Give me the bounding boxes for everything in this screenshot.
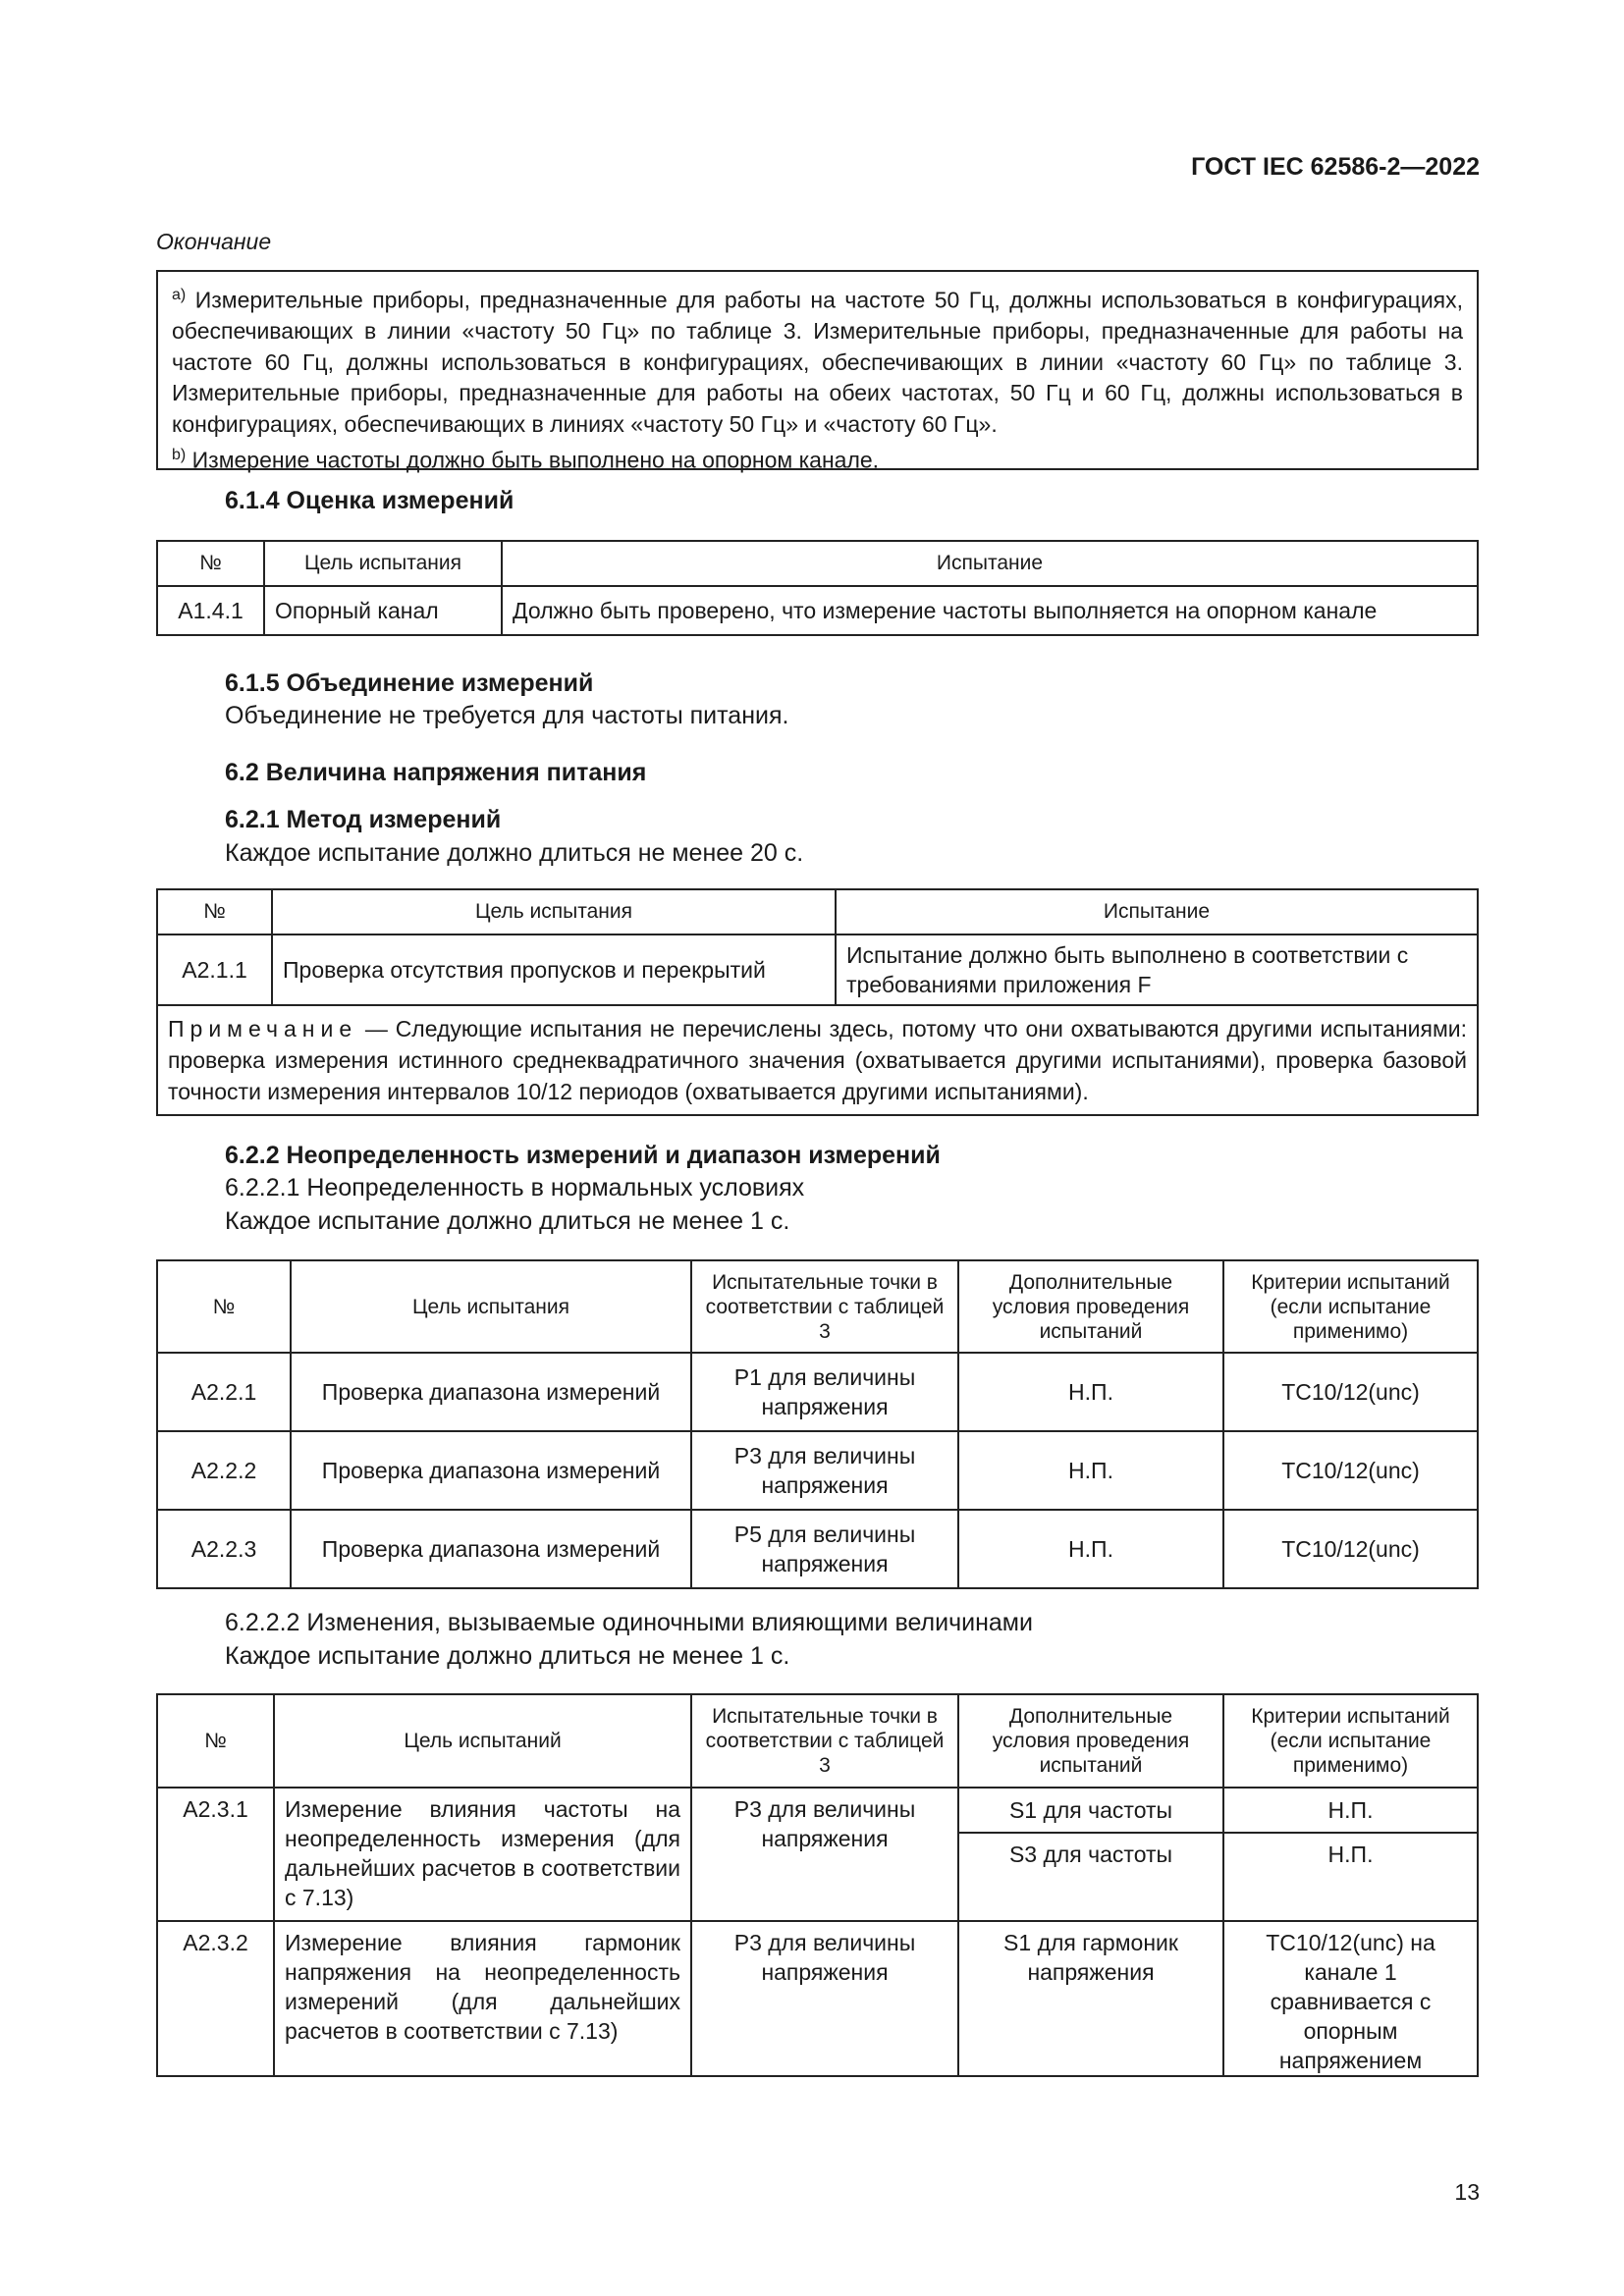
col-header-num: №	[157, 1694, 274, 1788]
cell-goal: Измерение влияния гармоник напряжения на неопределенность измерений (для дальнейших расчетов в соответствии с 7.13)	[274, 1921, 691, 2076]
cell-goal: Проверка диапазона измерений	[291, 1510, 691, 1588]
paragraph-6-2-1: Каждое испытание должно длиться не менее 20 с.	[225, 839, 804, 867]
cell-points: P1 для величины напряжения	[691, 1353, 958, 1431]
cell-test: Должно быть проверено, что измерение частоты выполняется на опорном канале	[502, 586, 1478, 635]
cell-conditions: Н.П.	[958, 1431, 1223, 1510]
cell-num: A2.3.2	[157, 1921, 274, 2076]
cell-num: A2.2.3	[157, 1510, 291, 1588]
col-header-test: Испытание	[836, 889, 1478, 934]
heading-6-2: 6.2 Величина напряжения питания	[225, 759, 647, 786]
heading-6-1-4: 6.1.4 Оценка измерений	[225, 487, 514, 514]
cell-conditions: Н.П.	[958, 1510, 1223, 1588]
col-header-num: №	[157, 889, 272, 934]
cell-num: A2.3.1	[157, 1788, 274, 1921]
cell-criteria: TC10/12(unc) на канале 1 сравнивается с опорным напряжением	[1223, 1921, 1478, 2076]
footnote-a-text: Измерительные приборы, предназначенные для работы на частоте 50 Гц, должны использоваться в конфигурациях, обеспечивающих в линии «частоту 50 Гц» по таблице 3. Измерительные приборы, предназначенные для работы на частоте 60 Гц, должны использоваться в конфигурациях, обеспечивающих в линии «частоту 60 Гц» по таблице 3. Измерительные приборы, предназначенные для работы на обеих частотах, 50 Гц и 60 Гц, должны использоваться в конфигурациях, обеспечивающих в линиях «частоту 50 Гц» и «частоту 60 Гц».	[172, 287, 1464, 437]
footnote-b-mark: b)	[172, 447, 187, 464]
col-header-points: Испытательные точки в соответствии с таблицей 3	[691, 1694, 958, 1788]
table-note-row	[157, 1005, 1478, 1115]
table-6-1-4	[156, 540, 1479, 636]
cell-num: A2.2.1	[157, 1353, 291, 1431]
heading-6-2-2: 6.2.2 Неопределенность измерений и диапазон измерений	[225, 1142, 941, 1169]
table-6-2-2-1	[156, 1259, 1479, 1589]
cell-points: P3 для величины напряжения	[691, 1921, 958, 2076]
table-row	[157, 1353, 1478, 1431]
note-text: — Следующие испытания не перечислены здесь, потому что они охватываются другими испытаниями: проверка измерения истинного среднеквадратичного значения (охватывается другими испытаниями), проверка базовой точности измерения интервалов 10/12 периодов (охватывается другими испытаниями).	[168, 1016, 1467, 1104]
cell-conditions: Н.П.	[958, 1353, 1223, 1431]
table-row	[157, 1510, 1478, 1588]
col-header-num: №	[157, 541, 264, 586]
cell-conditions: S3 для частоты	[958, 1833, 1223, 1921]
col-header-goal: Цель испытания	[264, 541, 502, 586]
cell-criteria: TC10/12(unc)	[1223, 1431, 1478, 1510]
cell-goal: Проверка отсутствия пропусков и перекрытий	[272, 934, 836, 1005]
page-number: 13	[1454, 2179, 1480, 2205]
heading-6-2-1: 6.2.1 Метод измерений	[225, 806, 502, 833]
table-row	[157, 1788, 1478, 1833]
col-header-goal: Цель испытания	[272, 889, 836, 934]
note-label: Примечание	[168, 1016, 358, 1041]
footnote-a	[172, 280, 1463, 440]
table-6-2-2-2	[156, 1693, 1479, 2077]
cell-goal: Проверка диапазона измерений	[291, 1353, 691, 1431]
footnote-b-text: Измерение частоты должно быть выполнено на опорном канале.	[191, 447, 880, 473]
document-header: ГОСТ IEC 62586-2—2022	[1191, 153, 1480, 181]
cell-points: P3 для величины напряжения	[691, 1431, 958, 1510]
cell-criteria: TC10/12(unc)	[1223, 1510, 1478, 1588]
cell-goal: Измерение влияния частоты на неопределенность измерения (для дальнейших расчетов в соответствии с 7.13)	[274, 1788, 691, 1921]
continuation-label: Окончание	[156, 229, 272, 254]
cell-points: P5 для величины напряжения	[691, 1510, 958, 1588]
cell-criteria: Н.П.	[1223, 1788, 1478, 1833]
col-header-criteria: Критерии испытаний (если испытание применимо)	[1223, 1260, 1478, 1353]
cell-conditions: S1 для частоты	[958, 1788, 1223, 1833]
cell-num: A1.4.1	[157, 586, 264, 635]
paragraph-6-2-2-2: Каждое испытание должно длиться не менее 1 с.	[225, 1642, 790, 1670]
cell-points: P3 для величины напряжения	[691, 1788, 958, 1921]
cell-goal: Проверка диапазона измерений	[291, 1431, 691, 1510]
cell-num: A2.2.2	[157, 1431, 291, 1510]
col-header-conditions: Дополнительные условия проведения испытаний	[958, 1260, 1223, 1353]
col-header-goal: Цель испытаний	[274, 1694, 691, 1788]
col-header-test: Испытание	[502, 541, 1478, 586]
table-row	[157, 1921, 1478, 2076]
heading-6-1-5: 6.1.5 Объединение измерений	[225, 669, 594, 697]
footnote-a-mark: a)	[172, 287, 187, 303]
table-row	[157, 934, 1478, 1005]
cell-conditions: S1 для гармоник напряжения	[958, 1921, 1223, 2076]
table-row	[157, 1431, 1478, 1510]
col-header-num: №	[157, 1260, 291, 1353]
cell-criteria: Н.П.	[1223, 1833, 1478, 1921]
paragraph-6-1-5: Объединение не требуется для частоты питания.	[225, 702, 789, 729]
col-header-criteria: Критерии испытаний (если испытание применимо)	[1223, 1694, 1478, 1788]
cell-criteria: TC10/12(unc)	[1223, 1353, 1478, 1431]
cell-num: A2.1.1	[157, 934, 272, 1005]
col-header-conditions: Дополнительные условия проведения испытаний	[958, 1694, 1223, 1788]
col-header-points: Испытательные точки в соответствии с таблицей 3	[691, 1260, 958, 1353]
table-note	[157, 1005, 1478, 1115]
subheading-6-2-2-2: 6.2.2.2 Изменения, вызываемые одиночными влияющими величинами	[225, 1609, 1033, 1636]
col-header-goal: Цель испытания	[291, 1260, 691, 1353]
table-row	[157, 586, 1478, 635]
paragraph-6-2-2-1: Каждое испытание должно длиться не менее 1 с.	[225, 1207, 790, 1235]
cell-test: Испытание должно быть выполнено в соответствии с требованиями приложения F	[836, 934, 1478, 1005]
subheading-6-2-2-1: 6.2.2.1 Неопределенность в нормальных условиях	[225, 1174, 805, 1201]
footnote-b	[172, 440, 1463, 476]
footnotes-box	[156, 270, 1479, 473]
cell-goal: Опорный канал	[264, 586, 502, 635]
table-6-2-1	[156, 888, 1479, 1116]
